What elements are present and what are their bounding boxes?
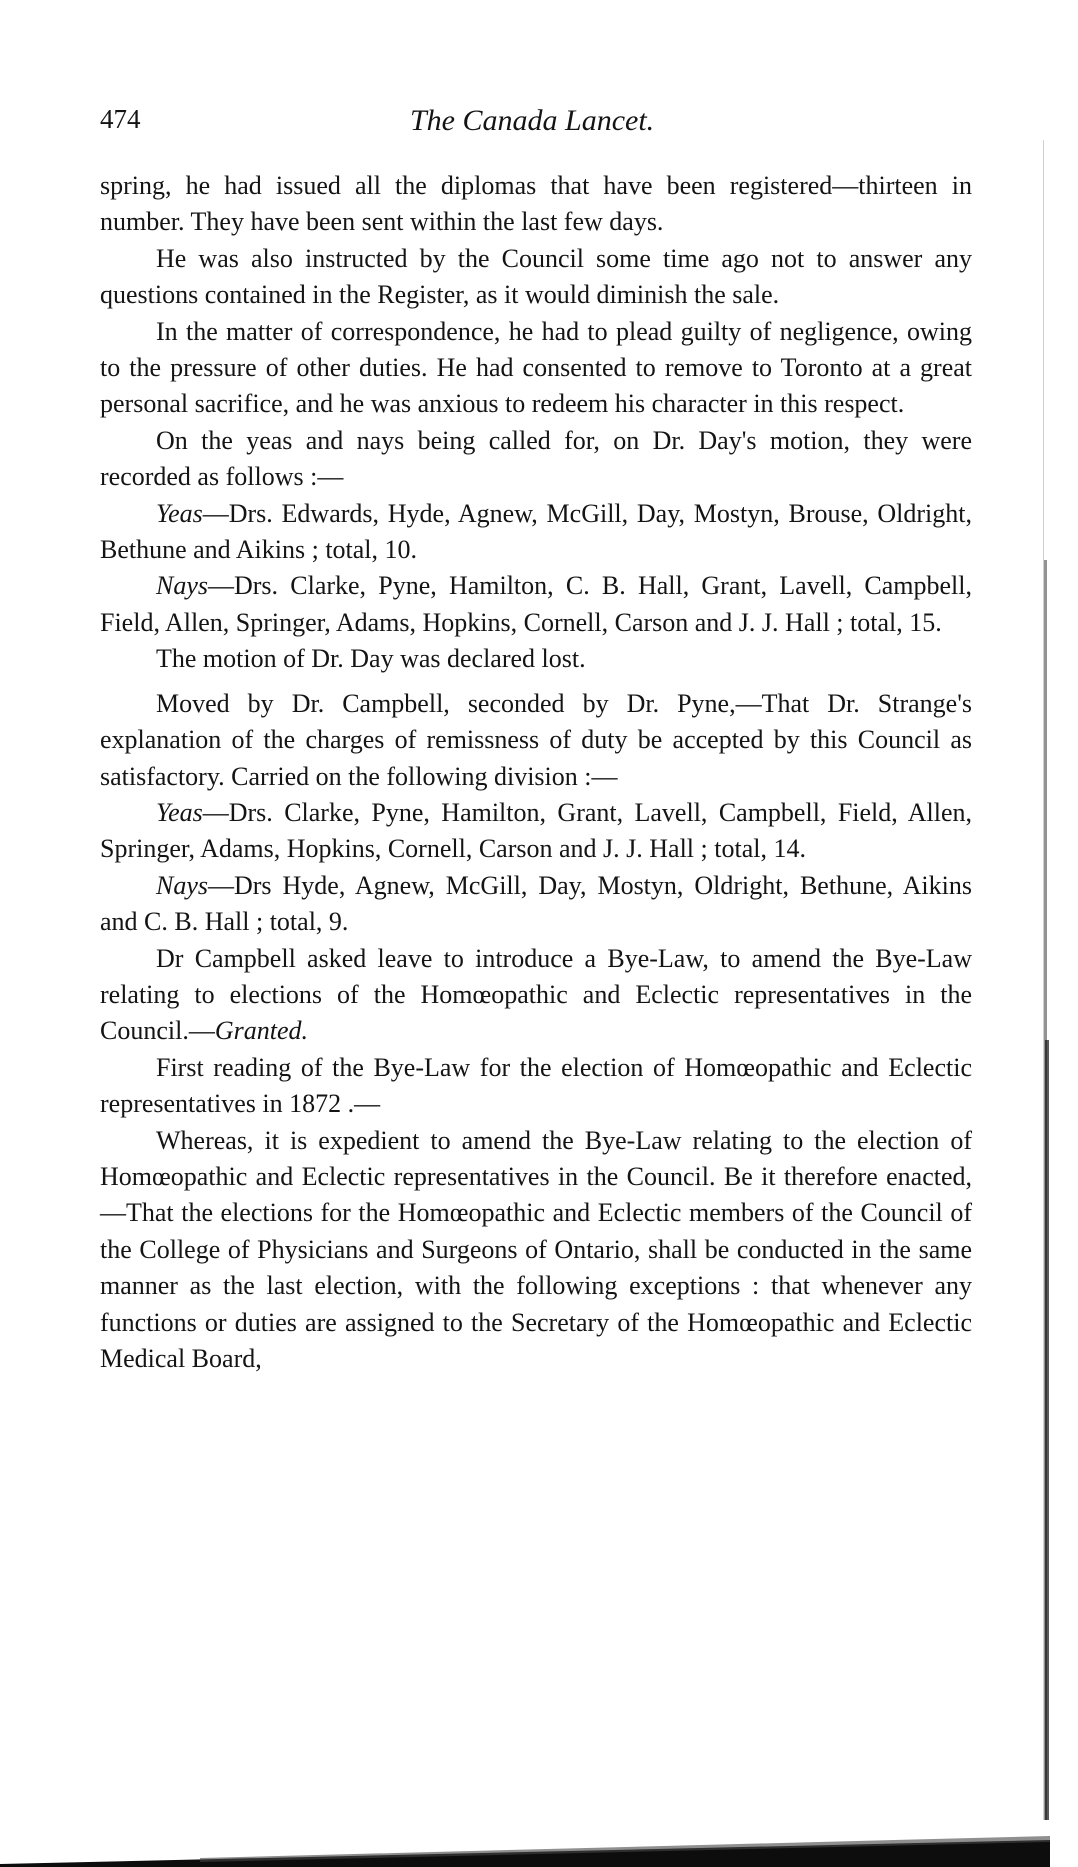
paragraph-vote-nays-1 (100, 568, 972, 641)
paragraph-continuation: spring, he had issued all the diplomas that have been registered—thirteen in number. They have been sent within the last few days. (100, 171, 972, 237)
granted-label: Granted. (214, 1016, 309, 1046)
body-text (100, 168, 972, 1377)
scan-bottom-edge-shadow (0, 1834, 1050, 1867)
paragraph-register-instruction: He was also instructed by the Council some time ago not to answer any questions contained in the Register, as it would diminish the sale. (100, 243, 972, 310)
bye-law-leave-text: Dr Campbell asked leave to introduce a Bye-Law, to amend the Bye-Law relating to elections of the Homœopathic and Eclectic representatives in the Council.— (100, 943, 972, 1046)
vote-label-yeas: Yeas (156, 498, 203, 528)
page-number: 474 (100, 104, 141, 134)
paragraph-bye-law-leave (100, 941, 972, 1050)
paragraph-correspondence: In the matter of correspondence, he had to plead guilty of negligence, owing to the pressure of other duties. He had consented to remove to Toronto at a great personal sacrifice, and he was anxious to redeem his character in this respect. (100, 316, 972, 419)
vote-label-nays: Nays (156, 571, 208, 601)
vote-list-nays: —Drs. Clarke, Pyne, Hamilton, C. B. Hall, Grant, Lavell, Campbell, Field, Allen, Springer, Adams, Hopkins, Cornell, Carson and J. J. Hall ; total, 15. (100, 571, 972, 637)
paragraph-motion-lost: The motion of Dr. Day was declared lost. (156, 644, 586, 674)
paragraph-vote-yeas-2 (100, 795, 972, 868)
vote-label-yeas: Yeas (156, 797, 203, 827)
paragraph-vote-nays-2 (100, 868, 972, 941)
running-head (100, 104, 980, 144)
scan-right-edge-shadow (1040, 140, 1050, 1820)
paragraph-yeas-nays-called: On the yeas and nays being called for, on Dr. Day's motion, they were recorded as follows :— (100, 425, 972, 492)
paragraph-first-reading: First reading of the Bye-Law for the election of Homœopathic and Eclectic representatives in 1872 .— (100, 1052, 972, 1119)
paragraph-vote-yeas-1 (100, 496, 972, 569)
paragraph-whereas: Whereas, it is expedient to amend the Bye-Law relating to the election of Homœopathic and Eclectic representatives in the Council. Be it therefore enacted,—That the elections for the Homœopathic and Eclectic members of the Council of the College of Physicians and Surgeons of Ontario, shall be conducted in the same manner as the last election, with the following exceptions : that whenever any functions or duties are assigned to the Secretary of the Homœopathic and Eclectic Medical Board, (100, 1125, 972, 1373)
vote-list-nays: —Drs Hyde, Agnew, McGill, Day, Mostyn, Oldright, Bethune, Aikins and C. B. Hall ; total, 9. (100, 870, 972, 937)
vote-list-yeas: —Drs. Edwards, Hyde, Agnew, McGill, Day, Mostyn, Brouse, Oldright, Bethune and Aikins ; total, 10. (100, 498, 972, 565)
section-gap (100, 678, 972, 686)
vote-list-yeas: —Drs. Clarke, Pyne, Hamilton, Grant, Lavell, Campbell, Field, Allen, Springer, Adams, Hopkins, Cornell, Carson and J. J. Hall ; total, 14. (100, 797, 972, 864)
paragraph-campbell-motion: Moved by Dr. Campbell, seconded by Dr. Pyne,—That Dr. Strange's explanation of the charges of remissness of duty be accepted by this Council as satisfactory. Carried on the following division :— (100, 688, 972, 791)
journal-title: The Canada Lancet. (410, 104, 655, 137)
vote-label-nays: Nays (156, 870, 208, 900)
